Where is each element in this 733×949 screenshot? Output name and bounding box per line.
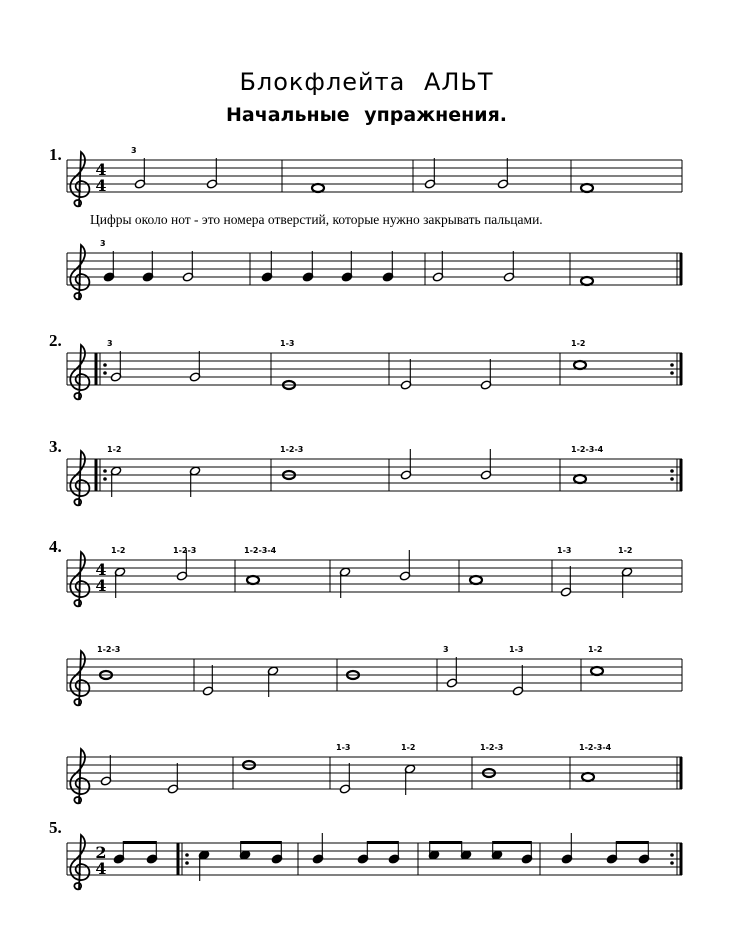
fingering-label: 1-2-3	[280, 445, 304, 454]
exercise-number-4: 4.	[49, 537, 62, 556]
note-head	[574, 475, 586, 483]
fingering-label: 1-2-3	[480, 743, 504, 752]
half-note	[400, 449, 412, 480]
eighth-note	[638, 841, 650, 864]
eighth-note	[521, 841, 533, 864]
whole-note	[588, 645, 603, 675]
fingering-label: 1-2-3-4	[244, 546, 277, 555]
exercise-number-5: 5.	[49, 818, 62, 837]
half-note	[267, 666, 279, 697]
whole-note	[280, 339, 295, 389]
fingering-label: 1-2-3-4	[579, 743, 612, 752]
fingering-label: 3	[107, 339, 113, 348]
staff-4	[67, 445, 682, 505]
fingering-label: 1-2	[401, 743, 416, 752]
quarter-note	[142, 251, 154, 282]
quarter-note	[302, 251, 314, 282]
half-note	[400, 359, 412, 390]
note-head	[574, 361, 586, 369]
repeat-dot	[103, 371, 107, 375]
time-signature-bottom: 4	[95, 859, 107, 878]
half-note	[189, 351, 201, 382]
whole-note	[97, 645, 120, 679]
instruction-text: Цифры около нот - это номера отверстий, которые нужно закрывать пальцами.	[90, 212, 543, 227]
fingering-label: 1-2	[618, 546, 633, 555]
repeat-dot	[670, 861, 674, 865]
fingering-label: 1-3	[336, 743, 351, 752]
repeat-dot	[670, 363, 674, 367]
eighth-note	[146, 841, 158, 864]
quarter-note	[198, 850, 210, 881]
quarter-note	[312, 833, 324, 864]
half-note	[503, 251, 515, 282]
half-note	[202, 665, 214, 696]
repeat-dot	[103, 363, 107, 367]
half-note	[339, 567, 351, 598]
fingering-label: 3	[443, 645, 449, 654]
whole-note	[470, 576, 482, 584]
page-title: Блокфлейта АЛЬТ	[239, 68, 494, 96]
quarter-note	[382, 251, 394, 282]
eighth-note	[271, 841, 283, 864]
half-note	[336, 743, 351, 794]
fingering-label: 1-2	[571, 339, 586, 348]
half-note	[480, 449, 492, 480]
staff-2	[67, 239, 682, 299]
half-note	[399, 550, 411, 581]
half-note	[167, 763, 179, 794]
fingering-label: 1-2-3-4	[571, 445, 604, 454]
repeat-dot	[670, 853, 674, 857]
fingering-label: 3	[131, 146, 137, 155]
half-note	[107, 445, 122, 497]
whole-note	[581, 277, 593, 285]
note-head	[581, 184, 593, 192]
fingering-label: 1-2	[111, 546, 126, 555]
repeat-dot	[670, 371, 674, 375]
whole-note	[280, 445, 303, 479]
whole-note	[581, 184, 593, 192]
time-signature-top: 4	[95, 160, 107, 179]
fingering-label: 1-3	[557, 546, 572, 555]
half-note	[401, 743, 416, 795]
repeat-dot	[670, 477, 674, 481]
half-note	[497, 158, 509, 189]
half-note	[111, 546, 126, 598]
staff-8	[67, 833, 682, 889]
exercise-number-1: 1.	[49, 145, 62, 164]
repeat-dot	[103, 477, 107, 481]
eighth-note	[357, 841, 369, 864]
staff-5	[67, 546, 682, 606]
half-note	[432, 251, 444, 282]
exercise-number-3: 3.	[49, 437, 62, 456]
staff-3	[67, 339, 682, 399]
half-note	[480, 359, 492, 390]
whole-note	[244, 546, 277, 584]
staff-7	[67, 743, 682, 803]
eighth-note	[113, 841, 125, 864]
half-note	[206, 158, 218, 189]
whole-note	[579, 743, 612, 781]
half-note	[424, 158, 436, 189]
eighth-note	[606, 841, 618, 864]
fingering-label: 1-2	[588, 645, 603, 654]
repeat-dot	[103, 469, 107, 473]
repeat-dot	[185, 861, 189, 865]
half-note	[182, 251, 194, 282]
note-head	[470, 576, 482, 584]
staff-6	[67, 645, 682, 705]
quarter-note	[261, 251, 273, 282]
quarter-note	[561, 833, 573, 864]
whole-note	[312, 184, 324, 192]
time-signature-top: 4	[95, 560, 107, 579]
page-subtitle: Начальные упражнения.	[225, 104, 508, 126]
note-head	[581, 277, 593, 285]
fingering-label: 1-2-3	[97, 645, 121, 654]
half-note	[618, 546, 633, 598]
time-signature-bottom: 4	[95, 176, 107, 195]
half-note	[100, 755, 112, 786]
note-head	[247, 576, 259, 584]
whole-note	[480, 743, 503, 777]
note-head	[591, 667, 603, 675]
time-signature-bottom: 4	[95, 576, 107, 595]
repeat-dot	[670, 469, 674, 473]
half-note	[557, 546, 572, 597]
fingering-label: 3	[100, 239, 106, 248]
fingering-label: 1-2	[107, 445, 122, 454]
half-note	[509, 645, 524, 696]
fingering-label: 1-3	[280, 339, 295, 348]
quarter-note	[341, 251, 353, 282]
fingering-label: 1-2-3	[173, 546, 197, 555]
exercise-number-2: 2.	[49, 331, 62, 350]
fingering-label: 1-3	[509, 645, 524, 654]
note-head	[312, 184, 324, 192]
half-note	[189, 466, 201, 497]
eighth-note	[388, 841, 400, 864]
whole-note	[571, 339, 586, 369]
staff-1	[67, 146, 682, 206]
note-head	[582, 773, 594, 781]
whole-note	[571, 445, 604, 483]
repeat-dot	[185, 853, 189, 857]
time-signature-top: 2	[95, 843, 107, 862]
